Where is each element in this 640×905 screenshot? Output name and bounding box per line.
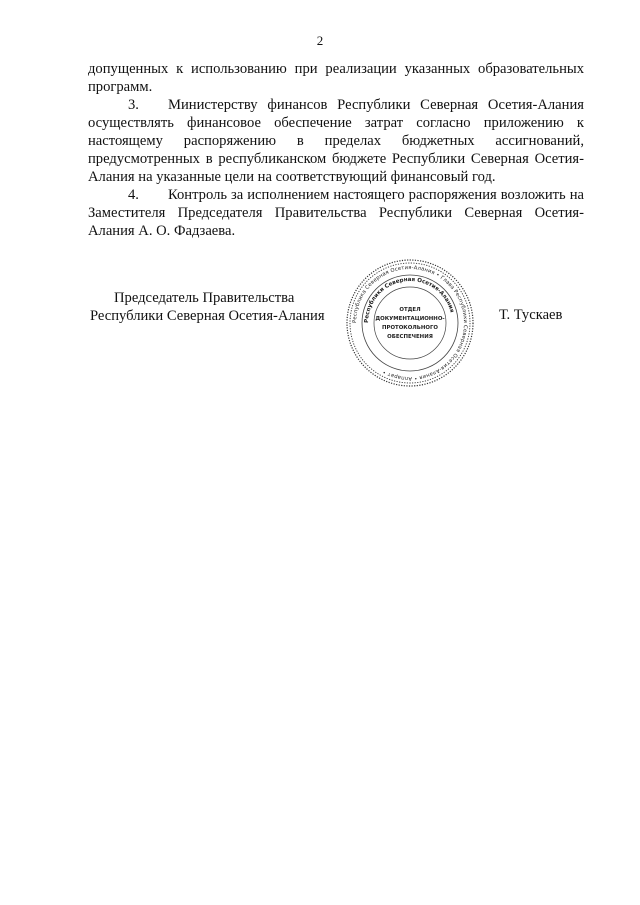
document-body: [88, 60, 584, 240]
paragraph-text: Министерству финансов Республики Северная Осетия-Алания осуществлять финансовое обеспечение затрат согласно приложению к настоящему распоряжению в пределах бюджетных ассигнований, предусмотренных в республиканском бюджете Республики Северная Осетия-Алания на указанные цели на соответствующий финансовый год.: [88, 97, 584, 185]
paragraph-text: Контроль за исполнением настоящего распоряжения возложить на Заместителя Председателя Правительства Республики Северная Осетия-Алания А. О. Фадзаева.: [88, 187, 584, 239]
paragraph-number: 3.: [128, 97, 139, 113]
signatory-position-line2: Республики Северная Осетия-Алания: [90, 308, 325, 324]
stamp-center-line-3: ПРОТОКОЛЬНОГО: [382, 325, 438, 331]
paragraph-4: [88, 186, 584, 240]
signatory-name: Т. Тускаев: [499, 307, 563, 323]
stamp-center-line-4: ОБЕСПЕЧЕНИЯ: [387, 334, 433, 340]
signatory-position-line1: Председатель Правительства: [114, 290, 295, 306]
official-stamp: [345, 258, 475, 388]
paragraph-number: 4.: [128, 187, 139, 203]
paragraph-3: [88, 96, 584, 186]
signatory-position: [90, 289, 325, 325]
paragraph-text: допущенных к использованию при реализации указанных образовательных программ.: [88, 61, 584, 95]
stamp-center-line-1: ОТДЕЛ: [399, 307, 421, 313]
page-number: 2: [316, 33, 324, 48]
stamp-center-line-2: ДОКУМЕНТАЦИОННО-: [375, 316, 445, 322]
paragraph-continuation: [88, 60, 584, 96]
stamp-outer-ring-text: Республика Северная Осетия-Алания • Глава Республики Северная Осетия-Алания • Аппарат •: [351, 264, 469, 382]
stamp-inner-ring-text: Республики Северная Осетия-Алания: [363, 276, 455, 324]
